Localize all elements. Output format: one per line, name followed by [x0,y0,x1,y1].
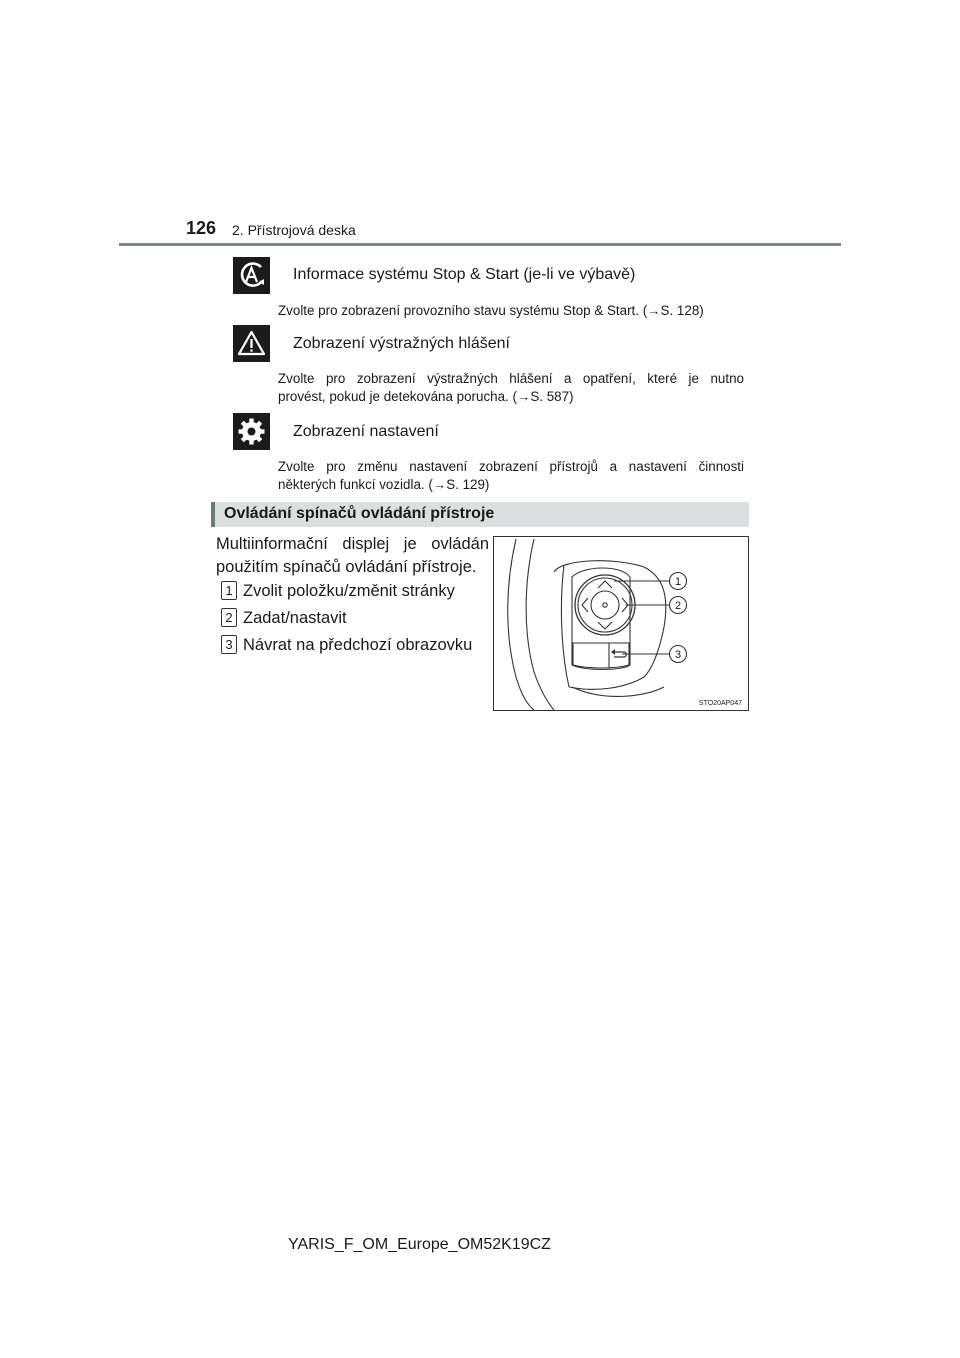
figure-callout-1: 1 [674,576,682,588]
item-title-settings: Zobrazení nastavení [293,423,439,440]
item-desc-stop-start: Zvolte pro zobrazení provozního stavu systému Stop & Start. (→S. 128) [278,303,704,318]
gear-icon [233,413,270,450]
header-rule [119,243,841,246]
page-number: 126 [186,218,217,238]
figure-callout-3: 3 [674,649,682,661]
item-desc-warnings-line1: Zvolte pro zobrazení výstražných hlášení a opatření, které je nutno [278,371,744,386]
item-title-stop-start: Informace systému Stop & Start (je-li ve výbavě) [293,266,636,283]
step-number-1: 1 [221,581,237,600]
warning-triangle-icon [233,325,270,362]
figure-code: STO20AP047 [698,700,742,707]
section-heading: Ovládání spínačů ovládání přístroje [224,505,495,522]
steering-switch-illustration [494,537,748,710]
item-desc-warnings-line2: provést, pokud je detekována porucha. (→S. 587) [278,389,574,404]
stop-start-icon [233,257,270,294]
step-number-3: 3 [221,635,237,654]
steering-switch-figure [493,536,749,711]
document-id: YARIS_F_OM_Europe_OM52K19CZ [288,1236,551,1253]
item-desc-settings-line2: některých funkcí vozidla. (→S. 129) [278,477,490,492]
step-label-2: Zadat/nastavit [243,609,347,627]
item-title-warnings: Zobrazení výstražných hlášení [293,335,510,352]
step-label-1: Zvolit položku/změnit stránky [243,582,455,600]
chapter-title: 2. Přístrojová deska [232,222,356,238]
item-desc-settings-line1: Zvolte pro změnu nastavení zobrazení přístrojů a nastavení činnosti [278,459,744,474]
figure-callout-2: 2 [674,600,682,612]
section-intro-line1: Multiinformační displej je ovládán [216,535,489,553]
step-number-2: 2 [221,608,237,627]
section-intro-line2: použitím spínačů ovládání přístroje. [216,558,477,576]
step-label-3: Návrat na předchozí obrazovku [243,636,473,654]
